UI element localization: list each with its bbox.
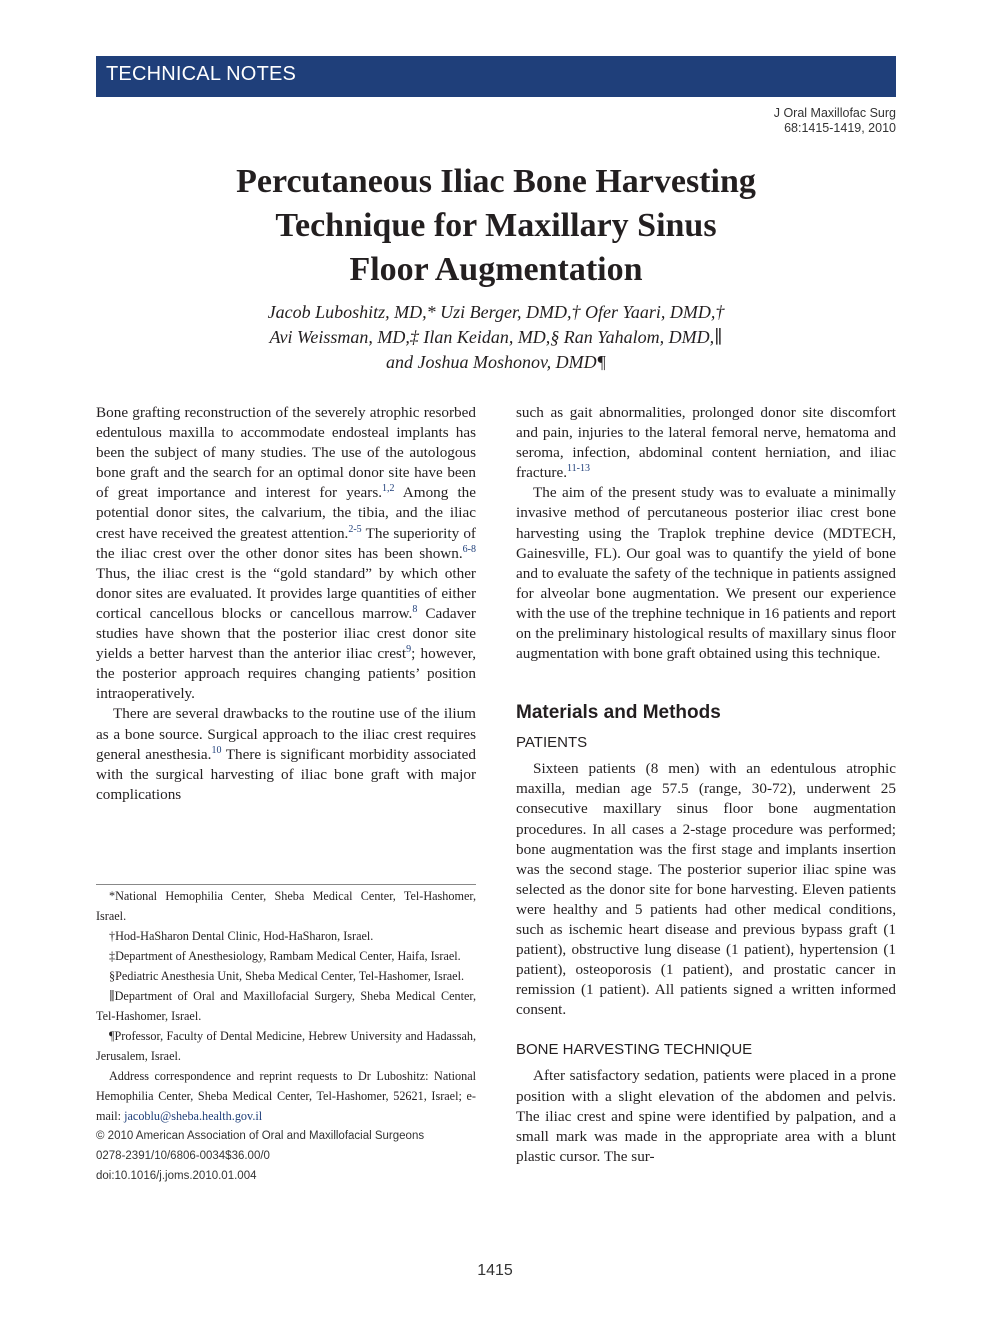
email-link[interactable]: jacoblu@sheba.health.gov.il	[124, 1109, 263, 1123]
footnote-divider	[96, 884, 476, 885]
intro-paragraph: Bone grafting reconstruction of the severely atrophic resorbed edentulous maxilla to accommodate endosteal implants has been the subject of many studies. The use of the autologous bone graft and the search for an optimal donor site have been of great importance and interest for years.$^{1,2}$ Among the potential donor sites, the calvarium, the tibia, and the iliac crest have received the greatest attention.$^{2-5}$ The superiority of the iliac crest over the other donor sites has been shown.$^{6-8}$ Thus, the iliac crest is the “gold standard” by which other donor sites are evaluated. It provides large quantities of either cortical cancellous blocks or cancellous marrow.$^8$ Cadaver studies have shown that the posterior iliac crest donor site yields a better harvest than the anterior iliac crest$^9$; however, the posterior approach requires changing patients’ position intraoperatively.	[96, 404, 477, 703]
footnote: §Pediatric Anesthesia Unit, Sheba Medical Center, Tel-Hashomer, Israel.	[109, 969, 464, 983]
reference-link[interactable]: 1,2	[382, 483, 395, 495]
footnote: ‡Department of Anesthesiology, Rambam Medical Center, Haifa, Israel.	[109, 949, 461, 963]
subsection-heading: BONE HARVESTING TECHNIQUE	[516, 1041, 753, 1059]
title-line: Percutaneous Iliac Bone Harvesting	[236, 163, 756, 200]
author-line: and Joshua Moshonov, DMD¶	[385, 352, 607, 372]
intro-paragraph: There are several drawbacks to the routine use of the ilium as a bone source. Surgical approach to the iliac crest requires general anesthesia.$^{10}$ There is significant morbidity associated with the surgical harvesting of iliac bone graft with major complications	[96, 705, 476, 803]
reference-link[interactable]: 11-13	[567, 463, 590, 475]
subsection-heading: PATIENTS	[516, 734, 588, 752]
right-column	[516, 403, 896, 1167]
doi-line: doi:10.1016/j.joms.2010.01.004	[96, 1170, 257, 1182]
page-number: 1415	[477, 1262, 513, 1279]
patients-paragraph: Sixteen patients (8 men) with an edentulous atrophic maxilla, median age 57.5 (range, 30-72), underwent 25 consecutive maxillary sinus floor bone augmentation procedures. In all cases a 2-stage procedure was performed; bone augmentation was the first stage and implants insertion was the second stage. The posterior superior iliac spine was selected as the donor site for bone harvesting. Eleven patients were healthy and 5 patients had other medical conditions, such as ischemic heart disease and previous bypass graft (1 patient), obstructive lung disease (1 patient), hypertension (1 patient), osteoporosis (1 patient), and prostatic cancer in remission (1 patient). All patients signed a written informed consent.	[516, 760, 896, 1019]
author-list	[96, 300, 896, 375]
footnote: ∥Department of Oral and Maxillofacial Surgery, Sheba Medical Center, Tel-Hashomer, Israel.	[96, 989, 476, 1023]
reference-link[interactable]: 6-8	[462, 543, 476, 555]
section-label: TECHNICAL NOTES	[106, 63, 297, 85]
title-line: Technique for Maxillary Sinus	[275, 207, 717, 244]
issn-line: 0278-2391/10/6806-0034$36.00/0	[96, 1150, 270, 1162]
copyright-line: © 2010 American Association of Oral and Maxillofacial Surgeons	[96, 1130, 425, 1142]
author-line: Jacob Luboshitz, MD,* Uzi Berger, DMD,† Ofer Yaari, DMD,†	[267, 302, 725, 322]
footnotes	[96, 886, 476, 1186]
journal-citation	[774, 106, 896, 136]
footnote: †Hod-HaSharon Dental Clinic, Hod-HaSharon, Israel.	[109, 929, 374, 943]
journal-volume: 68:1415-1419, 2010	[784, 121, 896, 135]
footnote: *National Hemophilia Center, Sheba Medical Center, Tel-Hashomer, Israel.	[96, 889, 476, 923]
footnote: ¶Professor, Faculty of Dental Medicine, Hebrew University and Hadassah, Jerusalem, Israel.	[96, 1029, 476, 1063]
article-title	[96, 160, 896, 292]
intro-paragraph-continued: such as gait abnormalities, prolonged donor site discomfort and pain, injuries to the lateral femoral nerve, hematoma and seroma, infection, abdominal content herniation, and iliac fracture.$^{11-13}$	[516, 404, 896, 482]
section-heading: Materials and Methods	[516, 702, 721, 724]
journal-name: J Oral Maxillofac Surg	[773, 106, 896, 120]
author-line: Avi Weissman, MD,‡ Ilan Keidan, MD,§ Ran Yahalom, DMD,∥	[269, 327, 723, 347]
title-line: Floor Augmentation	[349, 251, 643, 288]
reference-link[interactable]: 2-5	[348, 523, 362, 535]
correspondence-note: Address correspondence and reprint requests to Dr Luboshitz: National Hemophilia Center, Sheba Medical Center, Tel-Hashomer, 52621, Israel; e-mail: jacoblu@sheba.health.gov.il	[96, 1069, 476, 1123]
aim-paragraph: The aim of the present study was to evaluate a minimally invasive method of percutaneous posterior iliac crest bone harvesting using the Traplok trephine device (MDTECH, Gainesville, FL). Our goal was to quantify the yield of bone and to evaluate the safety of the technique in patients assigned for alveolar bone augmentation. We present our experience with the use of the trephine technique in 16 patients and report on the preliminary histological results of maxillary sinus floor augmentation with bone graft obtained using this technique.	[516, 484, 896, 663]
harvest-paragraph: After satisfactory sedation, patients were placed in a prone position with a slight elevation of the abdomen and pelvis. The iliac crest and spine were identified by palpation, and a small mark was made in the appropriate area with a blunt plastic cursor. The sur-	[516, 1067, 896, 1165]
reference-link[interactable]: 8	[412, 603, 418, 615]
section-banner	[96, 56, 896, 97]
reference-link[interactable]: 10	[211, 744, 222, 756]
left-column	[96, 403, 476, 805]
reference-link[interactable]: 9	[406, 644, 412, 656]
